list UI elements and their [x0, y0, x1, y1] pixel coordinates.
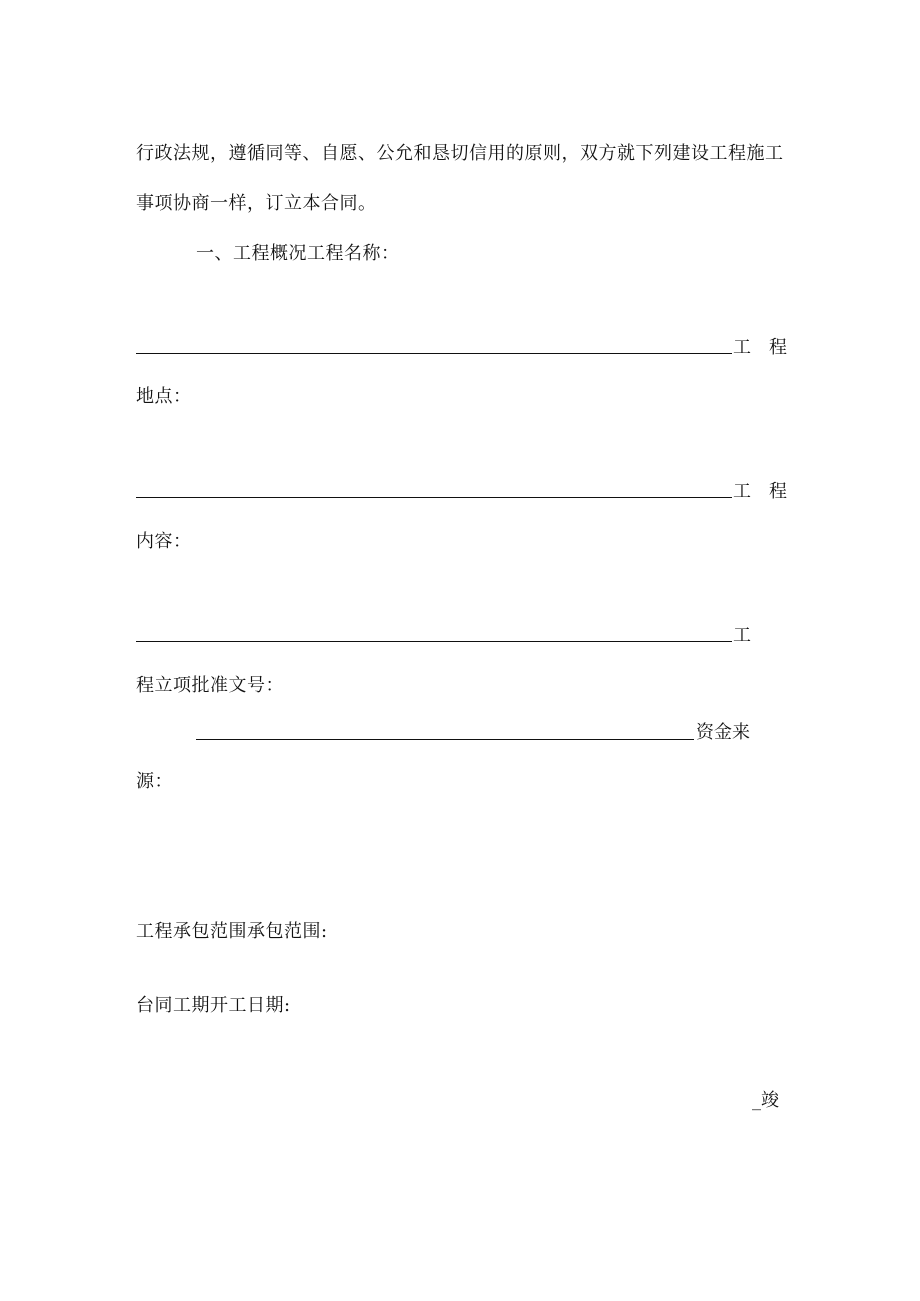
field-tail-2: 工 程	[733, 481, 787, 502]
blank-line-project-content	[136, 641, 732, 642]
field-label-funding-source: 源：	[136, 771, 173, 792]
section-heading-project-overview: 一、工程概况工程名称：	[196, 243, 400, 264]
field-label-location: 地点：	[136, 386, 192, 407]
blank-line-project-location	[136, 497, 732, 498]
blank-line-project-name	[136, 353, 732, 354]
field-tail-4: 资金来	[696, 722, 750, 743]
field-tail-3: 工	[733, 625, 751, 646]
paragraph-line-2: 事项协商一样，订立本合同。	[136, 193, 377, 214]
paragraph-line-1: 行政法规，遵循同等、自愿、公允和恳切信用的原则，双方就下列建设工程施工	[136, 143, 784, 164]
contract-period-line: 台同工期开工日期:	[136, 995, 291, 1016]
field-label-content: 内容：	[136, 531, 192, 552]
field-label-approval-number: 程立项批准文号：	[136, 675, 284, 696]
completion-date-tail: _竣	[752, 1090, 779, 1111]
blank-line-approval-number	[196, 739, 694, 740]
field-tail-1: 工 程	[733, 337, 787, 358]
contract-scope-line: 工程承包范围承包范围:	[136, 921, 328, 942]
